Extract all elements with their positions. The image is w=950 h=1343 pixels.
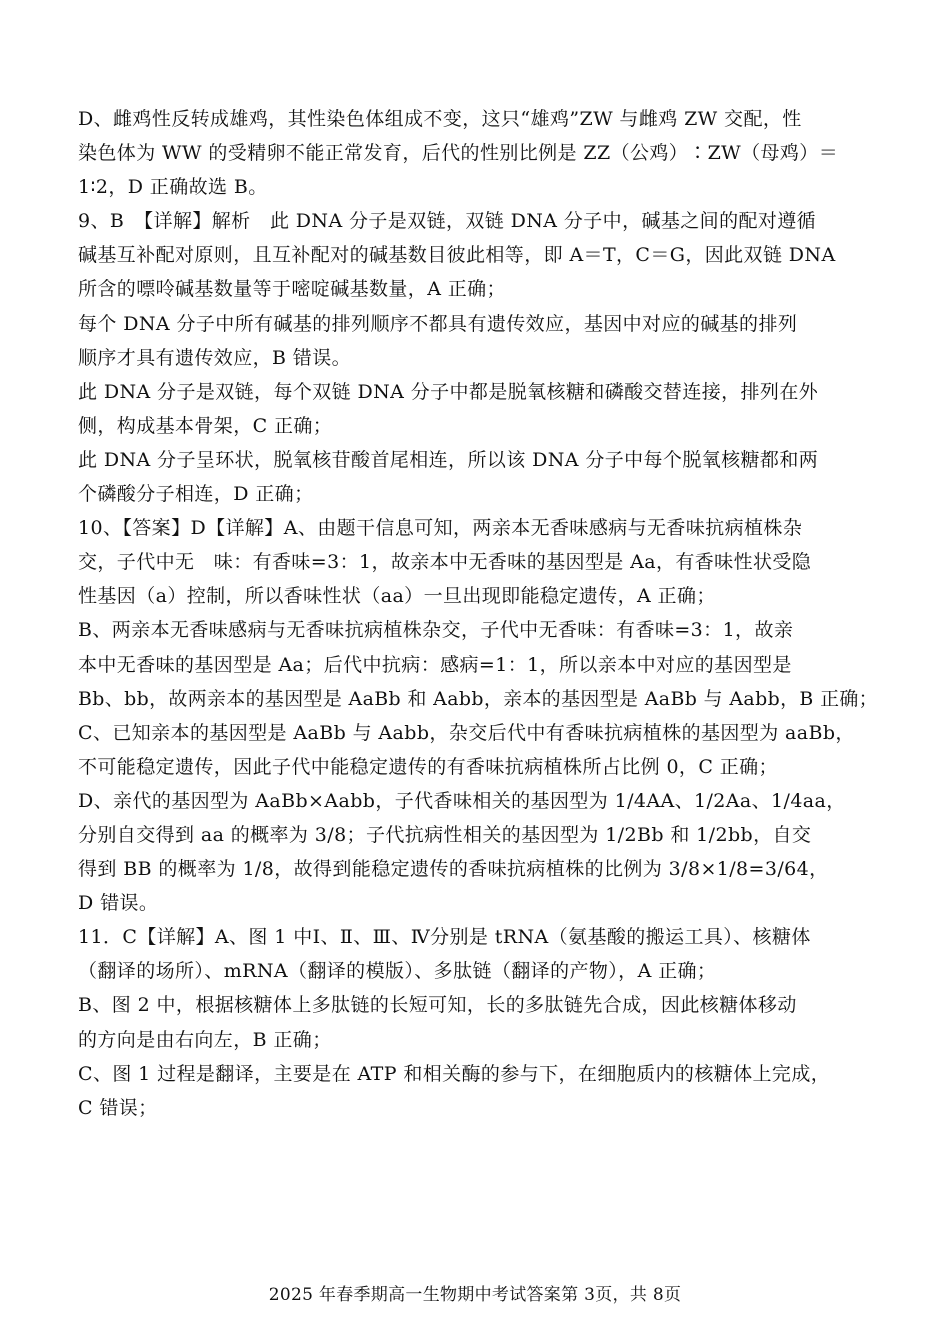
text-line-8: 顺序才具有遗传效应，B 错误。 xyxy=(78,346,352,369)
text-line-7: 每个 DNA 分子中所有碱基的排列顺序不都具有遗传效应，基因中对应的碱基的排列 xyxy=(78,312,798,335)
text-line-22: 分别自交得到 aa 的概率为 3/8；子代抗病性相关的基因型为 1/2Bb 和 1/2bb，自交 xyxy=(78,823,812,846)
text-line-4: 9、B 【详解】解析 此 DNA 分子是双链，双链 DNA 分子中，碱基之间的配对遵循 xyxy=(78,210,817,233)
answer-text xyxy=(78,102,878,1125)
text-line-2: 染色体为 WW 的受精卵不能正常发育，后代的性别比例是 ZZ（公鸡）∶ZW（母鸡）＝ xyxy=(78,142,839,165)
text-line-14: 交，子代中无 味：有香味=3：1，故亲本中无香味的基因型是 Aa，有香味性状受隐 xyxy=(78,551,812,574)
text-line-29: C、图 1 过程是翻译，主要是在 ATP 和相关酶的参与下，在细胞质内的核糖体上完成， xyxy=(78,1062,831,1085)
text-line-5: 碱基互补配对原则，且互补配对的碱基数目彼此相等，即 A＝T，C＝G，因此双链 DNA xyxy=(78,244,836,267)
text-line-1: D、雌鸡性反转成雄鸡，其性染色体组成不变，这只“雄鸡”ZW 与雌鸡 ZW 交配，性 xyxy=(78,108,802,130)
text-line-24: D 错误。 xyxy=(78,892,159,915)
text-line-20: 不可能稳定遗传，因此子代中能稳定遗传的有香味抗病植株所占比例 0，C 正确； xyxy=(78,755,778,778)
text-line-30: C 错误； xyxy=(78,1096,158,1119)
text-line-18: Bb、bb，故两亲本的基因型是 AaBb 和 Aabb，亲本的基因型是 AaBb 与 Aabb，B 正确； xyxy=(78,687,878,710)
text-line-6: 所含的嘌呤碱基数量等于嘧啶碱基数量，A 正确； xyxy=(78,278,506,301)
text-line-12: 个磷酸分子相连，D 正确； xyxy=(78,483,314,506)
text-line-17: 本中无香味的基因型是 Aa；后代中抗病：感病=1：1，所以亲本中对应的基因型是 xyxy=(78,653,792,676)
text-line-25: 11．C【详解】A、图 1 中Ⅰ、Ⅱ、Ⅲ、Ⅳ分别是 tRNA（氨基酸的搬运工具）、核糖体 xyxy=(78,926,811,949)
text-line-9: 此 DNA 分子是双链，每个双链 DNA 分子中都是脱氧核糖和磷酸交替连接，排列在外 xyxy=(78,380,819,403)
text-line-26: （翻译的场所）、mRNA（翻译的模版）、多肽链（翻译的产物），A 正确； xyxy=(78,960,717,983)
text-line-19: C、已知亲本的基因型是 AaBb 与 Aabb，杂交后代中有香味抗病植株的基因型为 aaBb， xyxy=(78,721,855,744)
text-line-3: 1∶2，D 正确故选 B。 xyxy=(78,176,268,199)
text-line-27: B、图 2 中，根据核糖体上多肽链的长短可知，长的多肽链先合成，因此核糖体移动 xyxy=(78,994,797,1017)
page-footer: 2025 年春季期高一生物期中考试答案第 3页，共 8页 xyxy=(268,1285,682,1305)
text-line-21: D、亲代的基因型为 AaBb×Aabb，子代香味相关的基因型为 1/4AA、1/2Aa、1/4aa， xyxy=(78,789,846,812)
text-line-23: 得到 BB 的概率为 1/8，故得到能稳定遗传的香味抗病植株的比例为 3/8×1/8=3/64， xyxy=(78,858,829,881)
text-line-15: 性基因（a）控制，所以香味性状（aa）一旦出现即能稳定遗传，A 正确； xyxy=(78,585,716,608)
text-line-10: 侧，构成基本骨架，C 正确； xyxy=(78,414,333,437)
text-line-11: 此 DNA 分子呈环状，脱氧核苷酸首尾相连，所以该 DNA 分子中每个脱氧核糖都和两 xyxy=(78,448,819,471)
text-line-13: 10、【答案】D【详解】A、由题干信息可知，两亲本无香味感病与无香味抗病植株杂 xyxy=(78,517,803,540)
text-line-28: 的方向是由右向左，B 正确； xyxy=(78,1028,332,1051)
text-line-16: B、两亲本无香味感病与无香味抗病植株杂交，子代中无香味：有香味=3：1，故亲 xyxy=(78,619,794,642)
